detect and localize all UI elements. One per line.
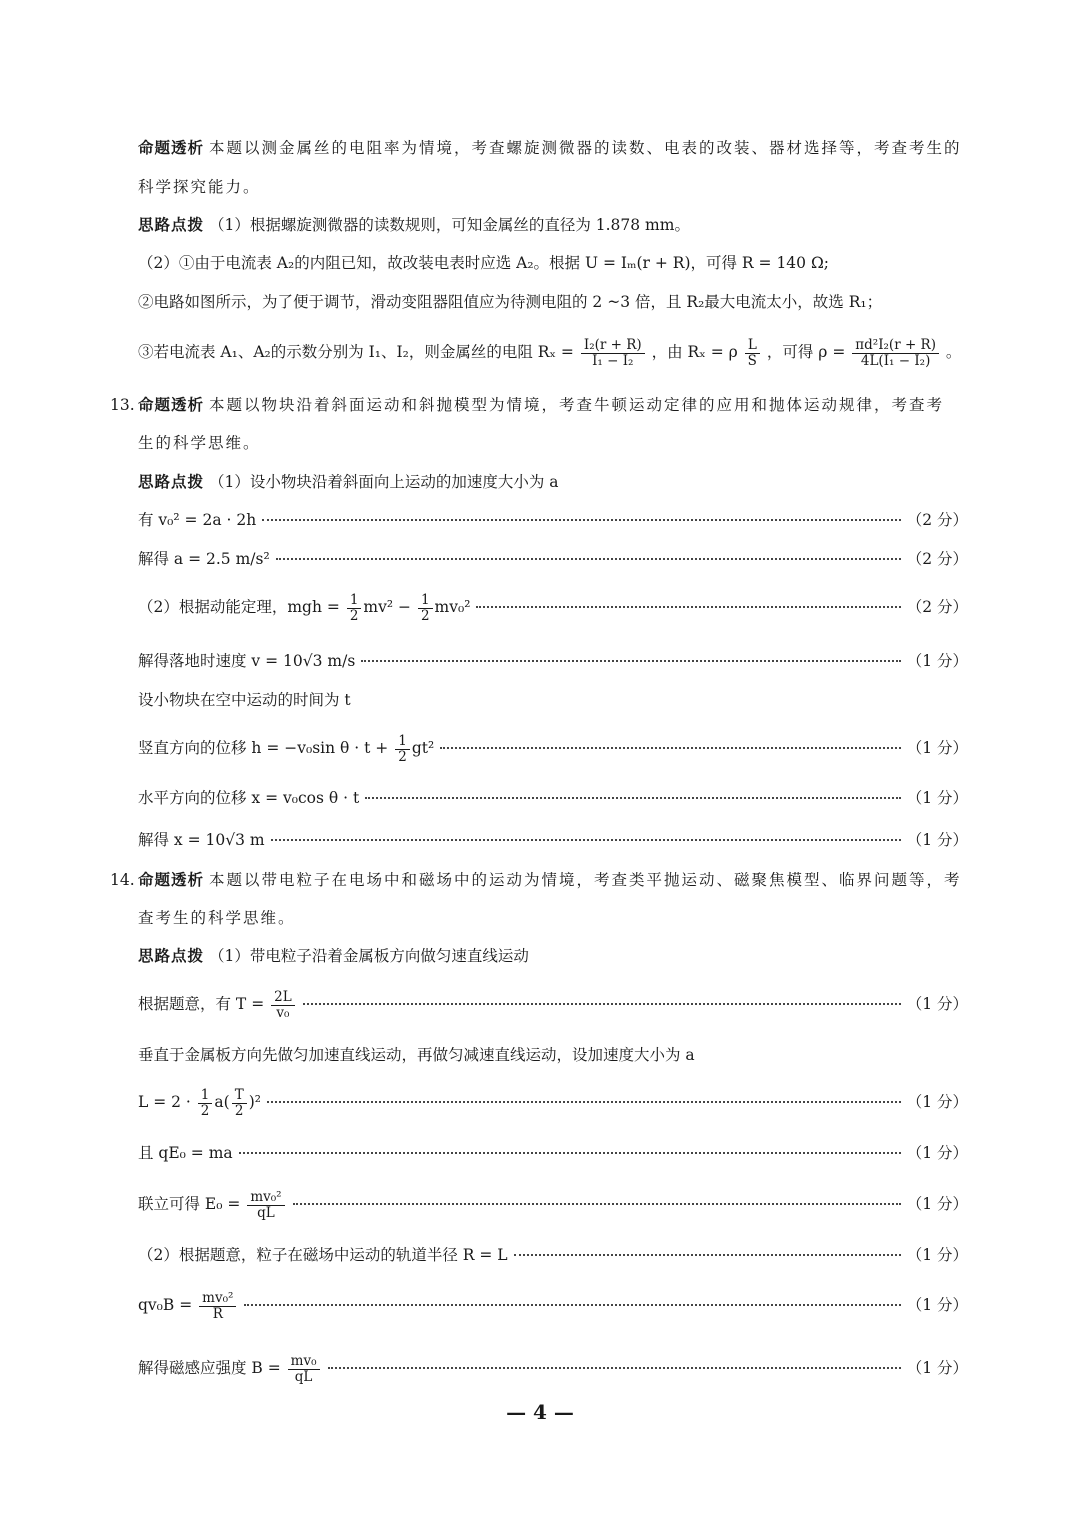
formula-text: ③若电流表 A₁、A₂的示数分别为 I₁、I₂，则金属丝的电阻 Rₓ = [138, 343, 574, 361]
score: （1 分） [906, 1246, 968, 1264]
hint-text: （1）带电粒子沿着金属板方向做匀速直线运动 [208, 947, 529, 965]
fraction: $\frac{1}{2}$ [395, 734, 410, 765]
score: （1 分） [906, 1144, 968, 1162]
score: （1 分） [906, 1195, 968, 1213]
fraction: $\frac{1}{2}$ [418, 593, 433, 624]
hint-text: （1）设小物块沿着斜面向上运动的加速度大小为 a [208, 473, 559, 491]
solution-step: 水平方向的位移 x = v₀cos θ · t （1 分） [138, 789, 968, 807]
hint-label: 思路点拨 [138, 215, 205, 234]
hint-paragraph-14 [138, 946, 968, 966]
solution-step: 设小物块在空中运动的时间为 t [138, 691, 351, 709]
analysis-label: 命题透析 [138, 395, 205, 414]
analysis-paragraph-14 [110, 870, 968, 890]
solution-step: 联立可得 E₀ = $\frac{\text{mv₀²}}{qL}$ （1 分） [138, 1186, 968, 1222]
score: （1 分） [906, 1093, 968, 1111]
fraction: $\frac{\text{mv₀}}{qL}$ [288, 1354, 320, 1385]
hint-paragraph-13 [138, 472, 968, 492]
hint-label: 思路点拨 [138, 472, 205, 491]
score: （2 分） [906, 550, 968, 568]
step-12-2-3 [138, 334, 968, 370]
question-number: 13. [110, 396, 135, 414]
solution-step: 解得落地时速度 v = 10√3 m/s （1 分） [138, 652, 968, 670]
solution-step: 解得 x = 10√3 m （1 分） [138, 831, 968, 849]
solution-step: 解得磁感应强度 B = $\frac{\text{mv₀}}{qL}$ （1 分） [138, 1350, 968, 1386]
analysis-paragraph-12 [138, 138, 968, 158]
score: （2 分） [906, 598, 968, 616]
solution-step: qv₀B = $\frac{\text{mv₀²}}{R}$ （1 分） [138, 1287, 968, 1323]
solution-step: 解得 a = 2.5 m/s² （2 分） [138, 550, 968, 568]
solution-step: 且 qE₀ = ma （1 分） [138, 1144, 968, 1162]
score: （2 分） [906, 511, 968, 529]
page-number: — 4 — [506, 1400, 574, 1424]
score: （1 分） [906, 831, 968, 849]
fraction: $\frac{\text{πd²I₂(r + R)}}{\text{4L(I₁ − I₂)}}$ [852, 338, 939, 369]
step-12-2-2: ②电路如图所示，为了便于调节，滑动变阻器阻值应为待测电阻的 2 ~3 倍，且 R₂最大电流太小，故选 R₁； [138, 293, 883, 311]
solution-step: 垂直于金属板方向先做匀加速直线运动，再做匀减速直线运动，设加速度大小为 a [138, 1046, 695, 1064]
formula-text: ，由 Rₓ = ρ [651, 343, 738, 361]
score: （1 分） [906, 1296, 968, 1314]
analysis-text-cont: 生的科学思维。 [138, 434, 261, 452]
solution-step: 竖直方向的位移 h = −v₀sin θ · t + $\frac{1}{2}$ gt² （1 分） [138, 730, 968, 766]
score: （1 分） [906, 652, 968, 670]
fraction: $\frac{T}{2}$ [232, 1088, 247, 1119]
fraction: $\frac{\text{mv₀²}}{R}$ [199, 1291, 236, 1322]
formula-text: 。 [945, 343, 962, 361]
fraction: $\frac{2L}{\text{v₀}}$ [271, 990, 295, 1021]
analysis-text: 本题以带电粒子在电场中和磁场中的运动为情境，考查类平抛运动、磁聚焦模型、临界问题等，考 [208, 871, 962, 889]
fraction: $\frac{1}{2}$ [347, 593, 362, 624]
analysis-text: 本题以测金属丝的电阻率为情境，考查螺旋测微器的读数、电表的改装、器材选择等，考查考生的 [208, 139, 962, 157]
analysis-text: 本题以物块沿着斜面运动和斜抛模型为情境，考查牛顿运动定律的应用和抛体运动规律，考查考 [208, 396, 944, 414]
score: （1 分） [906, 995, 968, 1013]
hint-label: 思路点拨 [138, 946, 205, 965]
hint-text: （1）根据螺旋测微器的读数规则，可知金属丝的直径为 1.878 mm。 [208, 216, 690, 234]
score: （1 分） [906, 789, 968, 807]
fraction: $\frac{1}{2}$ [198, 1088, 213, 1119]
solution-step: （2）根据题意，粒子在磁场中运动的轨道半径 R = L （1 分） [138, 1246, 968, 1264]
solution-step: 根据题意，有 T = $\frac{2L}{\text{v₀}}$ （1 分） [138, 986, 968, 1022]
step-12-2-1: （2）①由于电流表 A₂的内阻已知，故改装电表时应选 A₂。根据 U = Iₘ(r + R)，可得 R = 140 Ω; [138, 254, 830, 272]
analysis-text-cont: 查考生的科学思维。 [138, 909, 296, 927]
solution-step: 有 v₀² = 2a · 2h （2 分） [138, 511, 968, 529]
formula-text: ，可得 ρ = [766, 343, 846, 361]
analysis-label: 命题透析 [138, 870, 205, 889]
fraction: $\frac{L}{S}$ [745, 338, 760, 369]
score: （1 分） [906, 1359, 968, 1377]
question-number: 14. [110, 871, 135, 889]
solution-step: （2）根据动能定理，mgh = $\frac{1}{2}$ mv² − $\frac{1}{2}$ mv₀² （2 分） [138, 589, 968, 625]
fraction: $\frac{\text{I₂(r + R)}}{\text{I₁ − I₂}}$ [581, 338, 645, 369]
analysis-paragraph-13 [110, 395, 968, 415]
analysis-text-cont: 科学探究能力。 [138, 178, 261, 196]
score: （1 分） [906, 739, 968, 757]
analysis-label: 命题透析 [138, 138, 205, 157]
fraction: $\frac{\text{mv₀²}}{qL}$ [247, 1190, 284, 1221]
solution-step: L = 2 · $\frac{1}{2}$ a( $\frac{T}{2}$ )² （1 分） [138, 1084, 968, 1120]
hint-paragraph-12 [138, 215, 968, 235]
